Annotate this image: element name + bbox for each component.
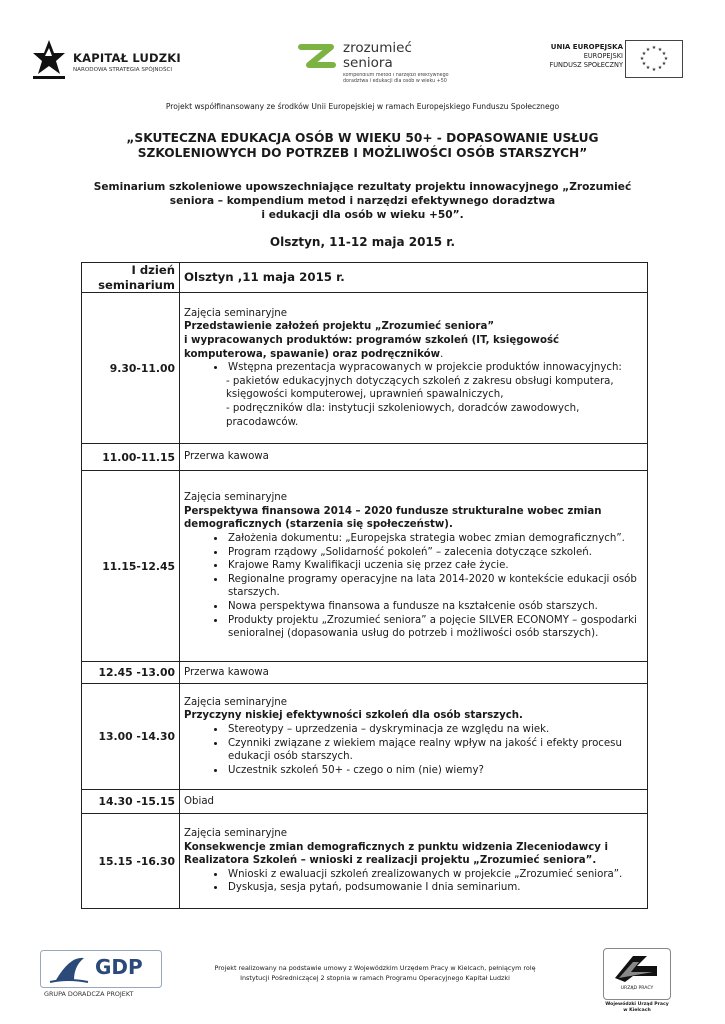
svg-text:★: ★ — [639, 56, 645, 62]
schedule-day-line-2: seminarium — [98, 277, 175, 292]
wup-label: URZĄD PRACY — [620, 986, 654, 991]
kapital-ludzki-star-icon — [33, 40, 65, 80]
session-bullets — [184, 532, 643, 641]
table-row — [82, 814, 648, 909]
schedule-table — [81, 262, 648, 909]
session-content — [180, 471, 648, 662]
eu-text — [549, 43, 623, 71]
zrozumiec-seniora-title-2: seniora — [343, 55, 393, 71]
wup-subtitle: Wojewódzki Urząd Pracy w Kielcach — [605, 1002, 669, 1013]
session-bullets — [184, 868, 643, 895]
list-item: • Regionalne programy operacyjne na lata 2014-2020 w kontekście edukacji osób starszych. — [226, 573, 643, 600]
session-heading: Przyczyny niskiej efektywności szkoleń dla osób starszych. — [184, 710, 523, 722]
session-content — [180, 684, 648, 790]
session-time: 14.30 -15.15 — [82, 790, 180, 814]
gdp-name: GDP — [95, 955, 143, 979]
svg-text:★: ★ — [651, 45, 657, 51]
table-row — [82, 662, 648, 684]
footer-note — [200, 963, 550, 983]
table-row — [82, 444, 648, 471]
svg-text:★: ★ — [641, 61, 647, 67]
document-title-line-2: SZKOLENIOWYCH DO POTRZEB I MOŻLIWOŚCI OSÓB STARSZYCH” — [137, 146, 588, 160]
table-row — [82, 293, 648, 444]
eu-line-1: UNIA EUROPEJSKA — [550, 43, 623, 51]
gdp-subtitle: GRUPA DORADCZA PROJEKT — [44, 990, 134, 998]
wup-logo — [603, 948, 671, 1018]
schedule-date-cell: Olsztyn ,11 maja 2015 r. — [180, 263, 648, 293]
session-time: 15.15 -16.30 — [82, 814, 180, 909]
schedule-day-cell — [82, 263, 180, 293]
svg-text:★: ★ — [661, 61, 667, 67]
svg-text:★: ★ — [661, 51, 667, 57]
list-item: • Założenia dokumentu: „Europejska strategia wobec zmian demograficznych”. — [226, 532, 643, 546]
zrozumiec-seniora-subtitle: kompendium metod i narzędzi efektywnego doradztwa i edukacji dla osób w wieku +50 — [343, 73, 449, 84]
list-item: • Uczestnik szkoleń 50+ - czego o nim (nie) wiemy? — [226, 764, 643, 778]
session-heading: Konsekwencje zmian demograficznych z punktu widzenia Zleceniodawcy i Realizatora Szkoleń – wnioski z realizacji projektu „Zrozumieć seniora”. — [184, 841, 608, 867]
list-item: • Krajowe Ramy Kwalifikacji uczenia się przez całe życie. — [226, 559, 643, 573]
session-sub-item: - podręczników dla: instytucji szkoleniowych, doradców zawodowych, pracodawców. — [226, 402, 580, 428]
list-item: • Dyskusja, sesja pytań, podsumowanie I dnia seminarium. — [226, 881, 643, 895]
session-type: Zajęcia seminaryjne — [184, 696, 288, 708]
session-heading-line-1: Przedstawienie założeń projektu „Zrozumieć seniora” — [184, 321, 495, 333]
table-row — [82, 471, 648, 662]
eu-logo — [533, 40, 683, 80]
list-item: • Wstępna prezentacja wypracowanych w projekcie produktów innowacyjnych: — [226, 361, 643, 375]
session-heading-tail: . — [440, 348, 444, 360]
table-row — [82, 790, 648, 814]
zrozumiec-seniora-title-1: zrozumieć — [343, 40, 412, 56]
svg-text:★: ★ — [641, 51, 647, 57]
session-content: Obiad — [180, 790, 648, 814]
session-content: Przerwa kawowa — [180, 662, 648, 684]
session-time: 11.15-12.45 — [82, 471, 180, 662]
svg-text:★: ★ — [657, 47, 663, 53]
session-sub-item: - pakietów edukacyjnych dotyczących szkoleń z zakresu obsługi komputera, księgowości komputerowej, uprawnień spawalniczych, — [226, 375, 614, 401]
gdp-logo — [40, 950, 162, 1002]
session-bullets — [184, 723, 643, 777]
svg-text:★: ★ — [651, 67, 657, 73]
session-type: Zajęcia seminaryjne — [184, 307, 288, 319]
session-content: Przerwa kawowa — [180, 444, 648, 471]
svg-text:★: ★ — [663, 56, 669, 62]
schedule-day-line-1: I dzień — [131, 263, 175, 277]
list-item: • Czynniki związane z wiekiem mające realny wpływ na jakość i efekty procesu edukacji osób starszych. — [226, 737, 643, 764]
eu-line-2: EUROPEJSKI — [583, 52, 623, 61]
session-type: Zajęcia seminaryjne — [184, 492, 288, 504]
eu-line-3: FUNDUSZ SPOŁECZNY — [549, 61, 623, 70]
footer-note-line-1: Projekt realizowany na podstawie umowy z Wojewódzkim Urzędem Pracy w Kielcach, pełniącym rolę — [214, 964, 536, 972]
document-subtitle-line-2: seniora – kompendium metod i narzędzi efektywnego doradztwa — [169, 195, 556, 207]
cofunding-note: Projekt współfinansowany ze środków Unii Europejskiej w ramach Europejskiego Funduszu Społecznego — [165, 102, 560, 111]
zrozumiec-seniora-mark-icon — [297, 43, 337, 71]
list-item: • Wnioski z ewaluacji szkoleń zrealizowanych w projekcie „Zrozumieć seniora”. — [226, 868, 643, 882]
list-item: • Nowa perspektywa finansowa a fundusze na kształcenie osób starszych. — [226, 600, 643, 614]
session-time: 13.00 -14.30 — [82, 684, 180, 790]
zrozumiec-seniora-logo — [297, 38, 457, 92]
session-heading-line-2: i wypracowanych produktów: programów szkoleń (IT, księgowość komputerowa, spawanie) oraz podręczników — [184, 335, 560, 360]
document-subtitle — [60, 180, 665, 222]
list-item: • Stereotypy – uprzedzenia – dyskryminacja ze względu na wiek. — [226, 723, 643, 737]
session-time: 11.00-11.15 — [82, 444, 180, 471]
footer-note-line-2: Instytucji Pośredniczącej 2 stopnia w ramach Programu Operacyjnego Kapitał Ludzki — [240, 974, 510, 982]
svg-text:★: ★ — [657, 65, 663, 71]
svg-text:★: ★ — [645, 47, 651, 53]
document-title — [60, 131, 665, 161]
list-item: • Produkty projektu „Zrozumieć seniora” a pojęcie SILVER ECONOMY – gospodarki senioralnej (dopasowania usług do potrzeb i możliwości osób starszych). — [226, 614, 643, 641]
session-content — [180, 293, 648, 444]
session-content — [180, 814, 648, 909]
list-item: • Program rządowy „Solidarność pokoleń” – zalecenia dotyczące szkoleń. — [226, 546, 643, 560]
session-heading — [184, 320, 643, 361]
session-type: Zajęcia seminaryjne — [184, 828, 288, 840]
document-subtitle-line-1: Seminarium szkoleniowe upowszechniające rezultaty projektu innowacyjnego „Zrozumieć — [93, 181, 632, 193]
table-row — [82, 684, 648, 790]
kapital-ludzki-title: KAPITAŁ LUDZKI — [73, 51, 181, 65]
kapital-ludzki-subtitle: NARODOWA STRATEGIA SPÓJNOŚCI — [73, 67, 173, 73]
svg-text:★: ★ — [645, 65, 651, 71]
document-subtitle-line-3: i edukacji dla osób w wieku +50”. — [261, 209, 464, 221]
session-heading: Perspektywa finansowa 2014 – 2020 fundusze strukturalne wobec zmian demograficznych (starzenia się społeczeństw). — [184, 505, 602, 531]
wup-arrow-icon — [613, 952, 659, 984]
session-time: 12.45 -13.00 — [82, 662, 180, 684]
schedule-header-row — [82, 263, 648, 293]
session-bullets — [184, 361, 643, 375]
kapital-ludzki-logo — [33, 40, 193, 88]
session-time: 9.30-11.00 — [82, 293, 180, 444]
document-title-line-1: „SKUTECZNA EDUKACJA OSÓB W WIEKU 50+ - DOPASOWANIE USŁUG — [126, 131, 599, 145]
eu-flag-icon — [625, 40, 683, 78]
place-date: Olsztyn, 11-12 maja 2015 r. — [269, 235, 456, 249]
